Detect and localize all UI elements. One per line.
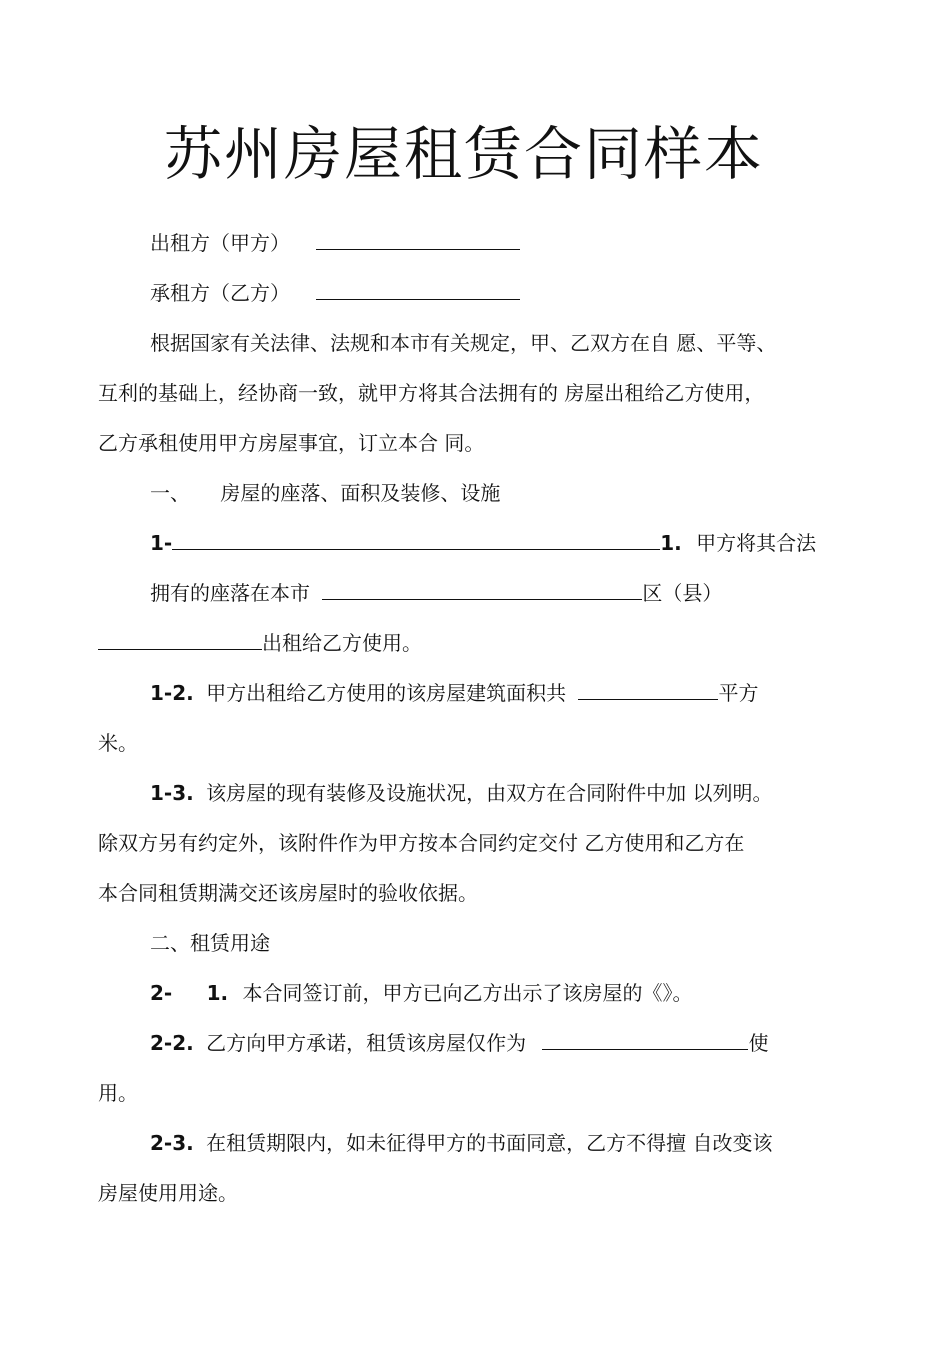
clause-1-1-line-3: [98, 628, 422, 658]
area-blank: [578, 681, 718, 700]
clause-1-1-text-a: 甲方将其合法: [696, 531, 817, 555]
clause-2-2-text-a: 乙方向甲方承诺，租赁该房屋仅作为: [206, 1031, 527, 1055]
clause-2-2-line-2: 用。: [98, 1081, 138, 1105]
section1-title: 房屋的座落、面积及装修、设施: [220, 481, 501, 505]
clause-2-1-text: 本合同签订前，甲方已向乙方出示了该房屋的《》。: [242, 981, 693, 1005]
clause-1-2-number: 1-2.: [150, 681, 194, 705]
clause-2-1-number-a: 2-: [150, 981, 173, 1005]
section1-heading: [150, 478, 500, 508]
clause-2-3-text-a: 在租赁期限内，如未征得甲方的书面同意，乙方不得擅 自改变该: [206, 1131, 773, 1155]
clause-1-3-text-3: 本合同租赁期满交还该房屋时的验收依据。: [98, 881, 478, 905]
clause-2-3-line: [150, 1128, 772, 1158]
clause-1-3-line: [150, 778, 772, 808]
intro-line-3: 乙方承租使用甲方房屋事宜，订立本合 同。: [98, 431, 485, 455]
lessor-label: 出租方（甲方）: [150, 231, 290, 255]
clause-1-1-number-a: 1-: [150, 531, 173, 555]
clause-2-3-number: 2-3.: [150, 1131, 194, 1155]
lessor-line: [150, 228, 520, 258]
clause-1-1-text-d: 出租给乙方使用。: [262, 631, 422, 655]
clause-1-1-text-c: 区（县）: [642, 581, 723, 605]
section1-number: 一、: [150, 481, 190, 505]
clause-1-1-line: [150, 528, 816, 558]
lessee-label: 承租方（乙方）: [150, 281, 290, 305]
clause-1-1-text-b: 拥有的座落在本市: [150, 581, 310, 605]
clause-1-2-text-a: 甲方出租给乙方使用的该房屋建筑面积共: [206, 681, 567, 705]
usage-blank: [542, 1031, 748, 1050]
intro-line-1: 根据国家有关法律、法规和本市有关规定，甲、乙双方在自 愿、平等、: [150, 331, 777, 355]
section2-heading: 二、租赁用途: [150, 931, 270, 955]
clause-1-1-line-2: [150, 578, 722, 608]
clause-1-3-text-1: 该房屋的现有装修及设施状况，由双方在合同附件中加 以列明。: [206, 781, 773, 805]
clause-2-1-line: [150, 978, 692, 1008]
lessee-blank: [316, 281, 520, 300]
clause-2-2-text-b: 使: [748, 1031, 769, 1055]
district-blank: [98, 631, 262, 650]
clause-2-3-line-2: 房屋使用用途。: [98, 1181, 238, 1205]
clause-1-2-text-b: 平方: [718, 681, 759, 705]
clause-1-1-blank: [172, 531, 660, 550]
page-title: 苏州房屋租赁合同样本: [163, 120, 764, 188]
clause-2-2-number: 2-2.: [150, 1031, 194, 1055]
lessee-line: [150, 278, 520, 308]
clause-1-2-line: [150, 678, 758, 708]
address-blank: [322, 581, 642, 600]
clause-1-3-number: 1-3.: [150, 781, 194, 805]
clause-2-2-line: [150, 1028, 768, 1058]
intro-line-2: 互利的基础上，经协商一致，就甲方将其合法拥有的 房屋出租给乙方使用，: [98, 381, 765, 405]
clause-1-3-text-2: 除双方另有约定外，该附件作为甲方按本合同约定交付 乙方使用和乙方在: [98, 831, 745, 855]
clause-1-1-number-b: 1.: [660, 531, 682, 555]
lessor-blank: [316, 231, 520, 250]
clause-2-1-number-b: 1.: [206, 981, 229, 1005]
clause-1-2-line-2: 米。: [98, 731, 138, 755]
